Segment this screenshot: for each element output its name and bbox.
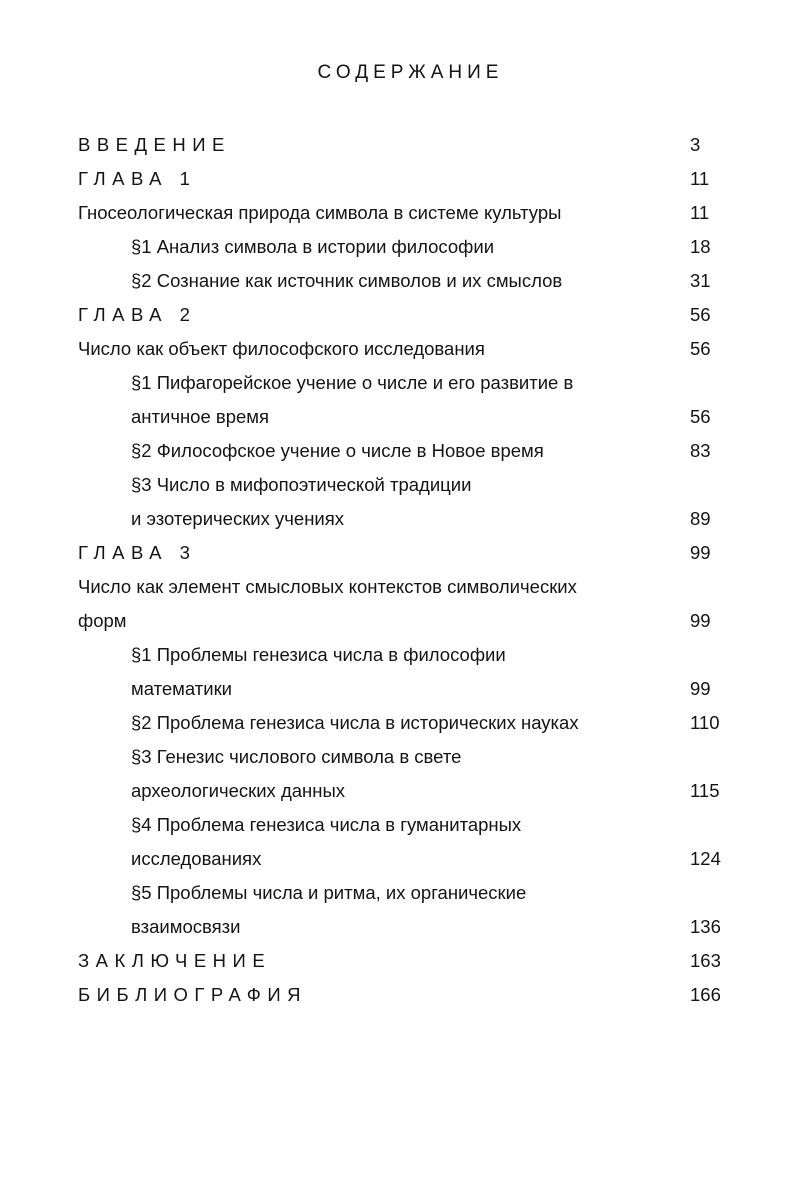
toc-entry-title: §2 Философское учение о числе в Новое время <box>131 440 544 461</box>
toc-entry-page: 124 <box>690 848 721 869</box>
toc-entry-page: 163 <box>690 950 721 971</box>
toc-entry-introduction <box>0 128 797 162</box>
toc-entry-title: §2 Сознание как источник символов и их смыслов <box>131 270 563 291</box>
toc-entry-section <box>0 876 797 910</box>
toc-entry-title: ГЛАВА 2 <box>78 304 197 325</box>
toc-entry-section <box>0 638 797 672</box>
toc-entry-page: 56 <box>690 406 711 427</box>
toc-entry-title: и эзотерических учениях <box>131 508 345 529</box>
toc-entry-title: БИБЛИОГРАФИЯ <box>78 984 307 1005</box>
toc-entry-title: §1 Анализ символа в истории философии <box>131 236 495 257</box>
toc-entry-page: 83 <box>690 440 711 461</box>
toc-entry-title: §1 Пифагорейское учение о числе и его развитие в <box>131 372 574 393</box>
toc-entry-title: форм <box>78 610 127 631</box>
toc-entry-section <box>0 740 797 774</box>
toc-entry-page: 89 <box>690 508 711 529</box>
toc-entry-section <box>0 434 797 468</box>
toc-entry-title: §1 Проблемы генезиса числа в философии <box>131 644 506 665</box>
toc-entry-page: 166 <box>690 984 721 1005</box>
toc-entry-title: §5 Проблемы числа и ритма, их органические <box>131 882 527 903</box>
toc-entry-title: ЗАКЛЮЧЕНИЕ <box>78 950 272 971</box>
toc-entry-chapter-3-title-continued <box>0 604 797 638</box>
toc-entry-title: §3 Число в мифопоэтической традиции <box>131 474 472 495</box>
toc-entry-chapter-1-title <box>0 196 797 230</box>
toc-entry-title: археологических данных <box>131 780 346 801</box>
toc-entry-chapter-3 <box>0 536 797 570</box>
toc-entry-page: 56 <box>690 304 711 325</box>
toc-entry-section-continued <box>0 910 797 944</box>
toc-entry-page: 115 <box>690 780 720 801</box>
toc-entry-page: 11 <box>690 168 710 189</box>
toc-entry-section <box>0 264 797 298</box>
toc-entry-section-continued <box>0 400 797 434</box>
toc-entry-title: исследованиях <box>131 848 262 869</box>
toc-entry-page: 56 <box>690 338 711 359</box>
toc-entry-section <box>0 808 797 842</box>
toc-entry-section <box>0 230 797 264</box>
toc-entry-title: §3 Генезис числового символа в свете <box>131 746 462 767</box>
toc-entry-chapter-2 <box>0 298 797 332</box>
toc-entry-page: 3 <box>690 134 701 155</box>
toc-entry-title: взаимосвязи <box>131 916 241 937</box>
table-of-contents <box>0 128 797 1012</box>
toc-entry-section-continued <box>0 842 797 876</box>
toc-entry-title: античное время <box>131 406 270 427</box>
toc-entry-page: 99 <box>690 610 711 631</box>
toc-entry-title: §2 Проблема генезиса числа в исторических науках <box>131 712 579 733</box>
toc-entry-title: ВВЕДЕНИЕ <box>78 134 231 155</box>
toc-entry-chapter-1 <box>0 162 797 196</box>
toc-entry-page: 99 <box>690 542 711 563</box>
toc-entry-page: 18 <box>690 236 711 257</box>
toc-entry-title: §4 Проблема генезиса числа в гуманитарных <box>131 814 522 835</box>
toc-entry-page: 99 <box>690 678 711 699</box>
toc-entry-bibliography <box>0 978 797 1012</box>
toc-entry-title: Число как объект философского исследования <box>78 338 485 359</box>
toc-entry-chapter-2-title <box>0 332 797 366</box>
toc-entry-title: Число как элемент смысловых контекстов символических <box>78 576 577 597</box>
toc-entry-page: 11 <box>690 202 710 223</box>
toc-entry-section-continued <box>0 672 797 706</box>
toc-entry-section-continued <box>0 502 797 536</box>
toc-entry-section <box>0 468 797 502</box>
toc-entry-conclusion <box>0 944 797 978</box>
toc-entry-section <box>0 366 797 400</box>
toc-entry-title: математики <box>131 678 232 699</box>
toc-entry-page: 110 <box>690 712 720 733</box>
toc-entry-chapter-3-title <box>0 570 797 604</box>
toc-entry-page: 136 <box>690 916 721 937</box>
toc-entry-title: Гносеологическая природа символа в системе культуры <box>78 202 562 223</box>
toc-entry-title: ГЛАВА 1 <box>78 168 197 189</box>
toc-entry-section-continued <box>0 774 797 808</box>
page-title: СОДЕРЖАНИЕ <box>317 62 504 83</box>
toc-entry-section <box>0 706 797 740</box>
toc-entry-title: ГЛАВА 3 <box>78 542 197 563</box>
toc-entry-page: 31 <box>690 270 711 291</box>
